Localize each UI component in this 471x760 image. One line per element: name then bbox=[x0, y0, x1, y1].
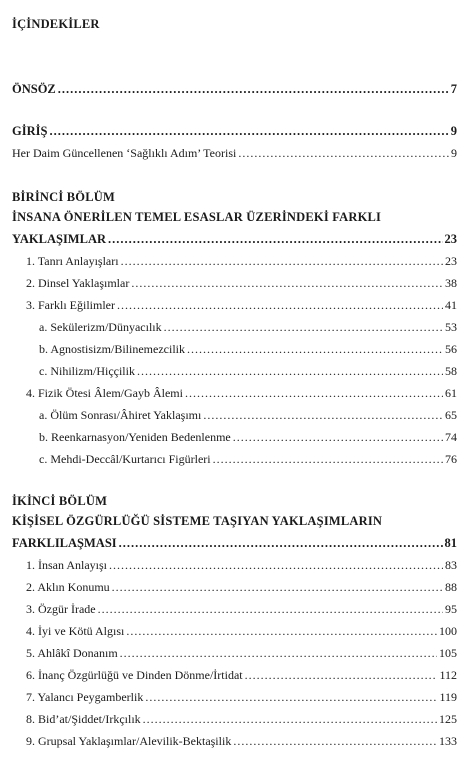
dot-leader bbox=[112, 580, 443, 595]
dot-leader bbox=[213, 452, 443, 467]
toc-entry-page: 9 bbox=[451, 146, 457, 160]
part2-title-entry bbox=[12, 536, 457, 551]
toc-entry-page: 23 bbox=[444, 232, 457, 246]
toc-entry-label: 9. Grupsal Yaklaşımlar/Alevilik-Bektaşilik bbox=[26, 734, 232, 748]
toc-entry bbox=[26, 712, 457, 727]
toc-subentry bbox=[39, 430, 457, 445]
dot-leader bbox=[137, 364, 443, 379]
dot-leader bbox=[164, 320, 443, 335]
toc-entry-label: a. Ölüm Sonrası/Âhiret Yaklaşımı bbox=[39, 408, 202, 422]
toc-entry bbox=[26, 386, 457, 401]
toc-entry-page: 88 bbox=[445, 580, 457, 594]
toc-entry bbox=[26, 254, 457, 269]
dot-leader bbox=[233, 734, 437, 749]
dot-leader bbox=[49, 124, 448, 139]
toc-entry-onsoz bbox=[12, 82, 457, 97]
toc-entry-page: 65 bbox=[445, 408, 457, 422]
toc-entry-label: ÖNSÖZ bbox=[12, 82, 56, 96]
part1-title: İNSANA ÖNERİLEN TEMEL ESASLAR ÜZERİNDEKİ FARKLI bbox=[12, 210, 382, 224]
dot-leader bbox=[143, 712, 437, 727]
toc-entry-page: 112 bbox=[439, 668, 457, 682]
toc-entry-page: 53 bbox=[445, 320, 457, 334]
toc-entry bbox=[26, 276, 457, 291]
dot-leader bbox=[245, 668, 438, 683]
toc-entry bbox=[26, 602, 457, 617]
dot-leader bbox=[187, 342, 443, 357]
toc-entry-page: 119 bbox=[439, 690, 457, 704]
toc-entry-page: 7 bbox=[450, 82, 457, 96]
dot-leader bbox=[145, 690, 437, 705]
toc-entry-giris-sub bbox=[12, 146, 457, 161]
toc-entry-giris bbox=[12, 124, 457, 139]
toc-entry-page: 95 bbox=[445, 602, 457, 616]
dot-leader bbox=[58, 82, 449, 97]
dot-leader bbox=[185, 386, 443, 401]
toc-entry-page: 125 bbox=[439, 712, 457, 726]
toc-entry-page: 81 bbox=[444, 536, 457, 550]
toc-subentry bbox=[39, 452, 457, 467]
toc-entry bbox=[26, 298, 457, 313]
toc-entry-label: Her Daim Güncellenen ‘Sağlıklı Adım’ Teorisi bbox=[12, 146, 237, 160]
toc-title: İÇİNDEKİLER bbox=[12, 17, 100, 31]
toc-entry-label: 1. Tanrı Anlayışları bbox=[26, 254, 119, 268]
toc-entry-page: 105 bbox=[439, 646, 457, 660]
toc-subentry bbox=[39, 364, 457, 379]
dot-leader bbox=[126, 624, 437, 639]
toc-entry bbox=[26, 734, 457, 749]
toc-entry-label: 4. Fizik Ötesi Âlem/Gayb Âlemi bbox=[26, 386, 183, 400]
toc-subentry bbox=[39, 342, 457, 357]
dot-leader bbox=[119, 536, 443, 551]
toc-entry bbox=[26, 646, 457, 661]
part1-heading: BİRİNCİ BÖLÜM bbox=[12, 190, 115, 204]
toc-entry bbox=[26, 580, 457, 595]
toc-entry-label: 5. Ahlâkî Donanım bbox=[26, 646, 118, 660]
dot-leader bbox=[117, 298, 443, 313]
toc-entry-label: b. Reenkarnasyon/Yeniden Bedenlenme bbox=[39, 430, 231, 444]
toc-entry-label: 3. Farklı Eğilimler bbox=[26, 298, 115, 312]
toc-entry-label: b. Agnostisizm/Bilinemezcilik bbox=[39, 342, 185, 356]
toc-entry-page: 83 bbox=[445, 558, 457, 572]
toc-entry-page: 100 bbox=[439, 624, 457, 638]
toc-entry-label: YAKLAŞIMLAR bbox=[12, 232, 107, 246]
toc-entry-page: 23 bbox=[445, 254, 457, 268]
toc-entry-label: 7. Yalancı Peygamberlik bbox=[26, 690, 144, 704]
toc-entry-page: 133 bbox=[439, 734, 457, 748]
toc-entry-page: 74 bbox=[445, 430, 457, 444]
toc-entry-label: 1. İnsan Anlayışı bbox=[26, 558, 107, 572]
toc-entry bbox=[26, 624, 457, 639]
toc-entry bbox=[26, 668, 457, 683]
dot-leader bbox=[120, 646, 437, 661]
dot-leader bbox=[98, 602, 443, 617]
part2-title: KİŞİSEL ÖZGÜRLÜĞÜ SİSTEME TAŞIYAN YAKLAŞIMLARIN bbox=[12, 514, 383, 528]
toc-entry-label: 4. İyi ve Kötü Algısı bbox=[26, 624, 125, 638]
toc-subentry bbox=[39, 320, 457, 335]
dot-leader bbox=[233, 430, 443, 445]
toc-entry-label: 3. Özgür İrade bbox=[26, 602, 96, 616]
toc-entry-page: 9 bbox=[450, 124, 457, 138]
dot-leader bbox=[121, 254, 443, 269]
toc-entry-page: 41 bbox=[445, 298, 457, 312]
toc-entry-label: 8. Bid’at/Şiddet/Irkçılık bbox=[26, 712, 141, 726]
dot-leader bbox=[109, 558, 443, 573]
toc-entry-page: 61 bbox=[445, 386, 457, 400]
toc-entry-label: c. Nihilizm/Hiççilik bbox=[39, 364, 135, 378]
toc-entry bbox=[26, 558, 457, 573]
toc-entry-label: a. Sekülerizm/Dünyacılık bbox=[39, 320, 162, 334]
dot-leader bbox=[131, 276, 443, 291]
toc-entry-label: 6. İnanç Özgürlüğü ve Dinden Dönme/İrtidat bbox=[26, 668, 243, 682]
toc-entry-label: 2. Aklın Konumu bbox=[26, 580, 110, 594]
toc-entry-page: 58 bbox=[445, 364, 457, 378]
part1-title-entry bbox=[12, 232, 457, 247]
dot-leader bbox=[203, 408, 443, 423]
toc-entry bbox=[26, 690, 457, 705]
toc-entry-page: 76 bbox=[445, 452, 457, 466]
toc-entry-page: 56 bbox=[445, 342, 457, 356]
toc-entry-label: c. Mehdi-Deccâl/Kurtarıcı Figürleri bbox=[39, 452, 211, 466]
toc-subentry bbox=[39, 408, 457, 423]
dot-leader bbox=[108, 232, 442, 247]
toc-entry-label: FARKLILAŞMASI bbox=[12, 536, 117, 550]
toc-entry-label: GİRİŞ bbox=[12, 124, 48, 138]
part2-heading: İKİNCİ BÖLÜM bbox=[12, 494, 108, 508]
toc-entry-label: 2. Dinsel Yaklaşımlar bbox=[26, 276, 130, 290]
toc-entry-page: 38 bbox=[445, 276, 457, 290]
dot-leader bbox=[238, 146, 449, 161]
